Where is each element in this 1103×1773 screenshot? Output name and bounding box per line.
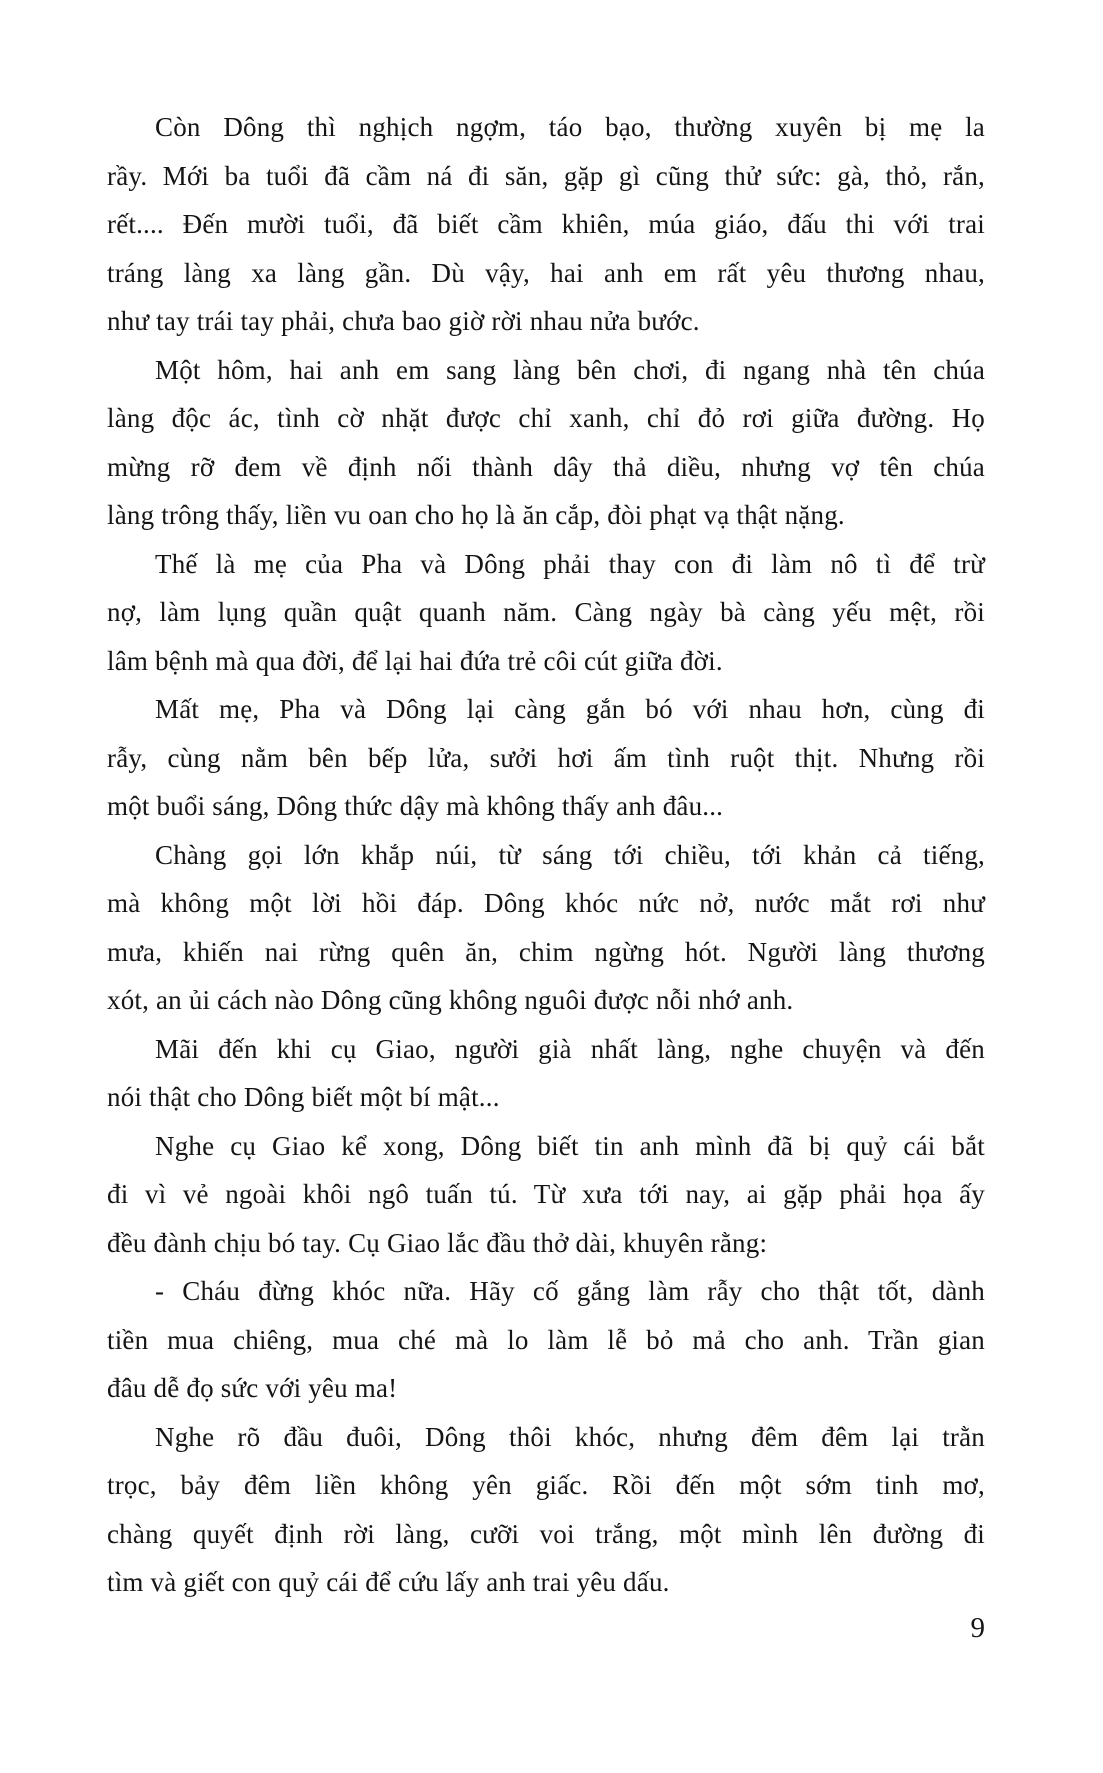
text-line: nói thật cho Dông biết một bí mật... xyxy=(107,1082,500,1112)
text-line: Chàng gọi lớn khắp núi, từ sáng tới chiều, tới khản cả tiếng, xyxy=(155,839,985,870)
text-line: làng độc ác, tình cờ nhặt được chỉ xanh, chỉ đỏ rơi giữa đường. Họ xyxy=(107,403,985,433)
paragraph xyxy=(107,103,985,346)
text-line: đều đành chịu bó tay. Cụ Giao lắc đầu thở dài, khuyên rằng: xyxy=(107,1227,768,1258)
text-line: rầy. Mới ba tuổi đã cầm ná đi săn, gặp gì cũng thử sức: gà, thỏ, rắn, xyxy=(107,160,985,191)
text-line: rẫy, cùng nằm bên bếp lửa, sưởi hơi ấm tình ruột thịt. Nhưng rồi xyxy=(107,742,985,773)
text-line: mà không một lời hồi đáp. Dông khóc nức nở, nước mắt rơi như xyxy=(107,888,985,918)
text-line: lâm bệnh mà qua đời, để lại hai đứa trẻ côi cút giữa đời. xyxy=(107,645,723,676)
text-line: Thế là mẹ của Pha và Dông phải thay con đi làm nô tì để trừ xyxy=(155,548,985,579)
paragraph xyxy=(107,1267,985,1413)
paragraph xyxy=(107,685,985,831)
text-line: làng trông thấy, liền vu oan cho họ là ăn cắp, đòi phạt vạ thật nặng. xyxy=(107,500,845,530)
text-line: tiền mua chiêng, mua ché mà lo làm lễ bỏ mả cho anh. Trần gian xyxy=(107,1324,985,1355)
text-line: Nghe cụ Giao kể xong, Dông biết tin anh mình đã bị quỷ cái bắt xyxy=(155,1130,985,1161)
text-line: một buổi sáng, Dông thức dậy mà không thấy anh đâu... xyxy=(107,791,724,821)
text-line: tìm và giết con quỷ cái để cứu lấy anh trai yêu dấu. xyxy=(107,1567,670,1597)
text-line: Còn Dông thì nghịch ngợm, táo bạo, thường xuyên bị mẹ la xyxy=(155,112,985,142)
text-line: Mất mẹ, Pha và Dông lại càng gắn bó với nhau hơn, cùng đi xyxy=(155,694,985,724)
text-line: như tay trái tay phải, chưa bao giờ rời nhau nửa bước. xyxy=(107,306,700,336)
text-line: nợ, làm lụng quần quật quanh năm. Càng ngày bà càng yếu mệt, rồi xyxy=(107,597,985,627)
paragraph xyxy=(107,1025,985,1122)
text-line: Một hôm, hai anh em sang làng bên chơi, đi ngang nhà tên chúa xyxy=(155,354,985,385)
text-line: mừng rỡ đem về định nối thành dây thả diều, nhưng vợ tên chúa xyxy=(107,451,985,482)
text-line: đâu dễ đọ sức với yêu ma! xyxy=(107,1373,398,1403)
text-line: Mãi đến khi cụ Giao, người già nhất làng, nghe chuyện và đến xyxy=(155,1033,985,1064)
text-line: chàng quyết định rời làng, cưỡi voi trắng, một mình lên đường đi xyxy=(107,1518,985,1549)
text-line: xót, an ủi cách nào Dông cũng không nguôi được nỗi nhớ anh. xyxy=(107,985,794,1015)
text-line: mưa, khiến nai rừng quên ăn, chim ngừng hót. Người làng thương xyxy=(107,936,985,967)
text-line: trọc, bảy đêm liền không yên giấc. Rồi đến một sớm tinh mơ, xyxy=(107,1470,985,1500)
paragraph xyxy=(107,346,985,540)
paragraph xyxy=(107,1122,985,1268)
text-line: đi vì vẻ ngoài khôi ngô tuấn tú. Từ xưa tới nay, ai gặp phải họa ấy xyxy=(107,1179,985,1209)
text-line: - Cháu đừng khóc nữa. Hãy cố gắng làm rẫy cho thật tốt, dành xyxy=(155,1276,985,1306)
paragraph xyxy=(107,540,985,686)
page-number: 9 xyxy=(970,1612,985,1644)
text-line: rết.... Đến mười tuổi, đã biết cầm khiên, múa giáo, đấu thi với trai xyxy=(107,209,985,239)
paragraph xyxy=(107,1413,985,1607)
text-line: Nghe rõ đầu đuôi, Dông thôi khóc, nhưng đêm đêm lại trằn xyxy=(155,1421,985,1452)
text-line: tráng làng xa làng gần. Dù vậy, hai anh em rất yêu thương nhau, xyxy=(107,257,985,288)
paragraph xyxy=(107,831,985,1025)
page-text-block xyxy=(107,103,985,1607)
